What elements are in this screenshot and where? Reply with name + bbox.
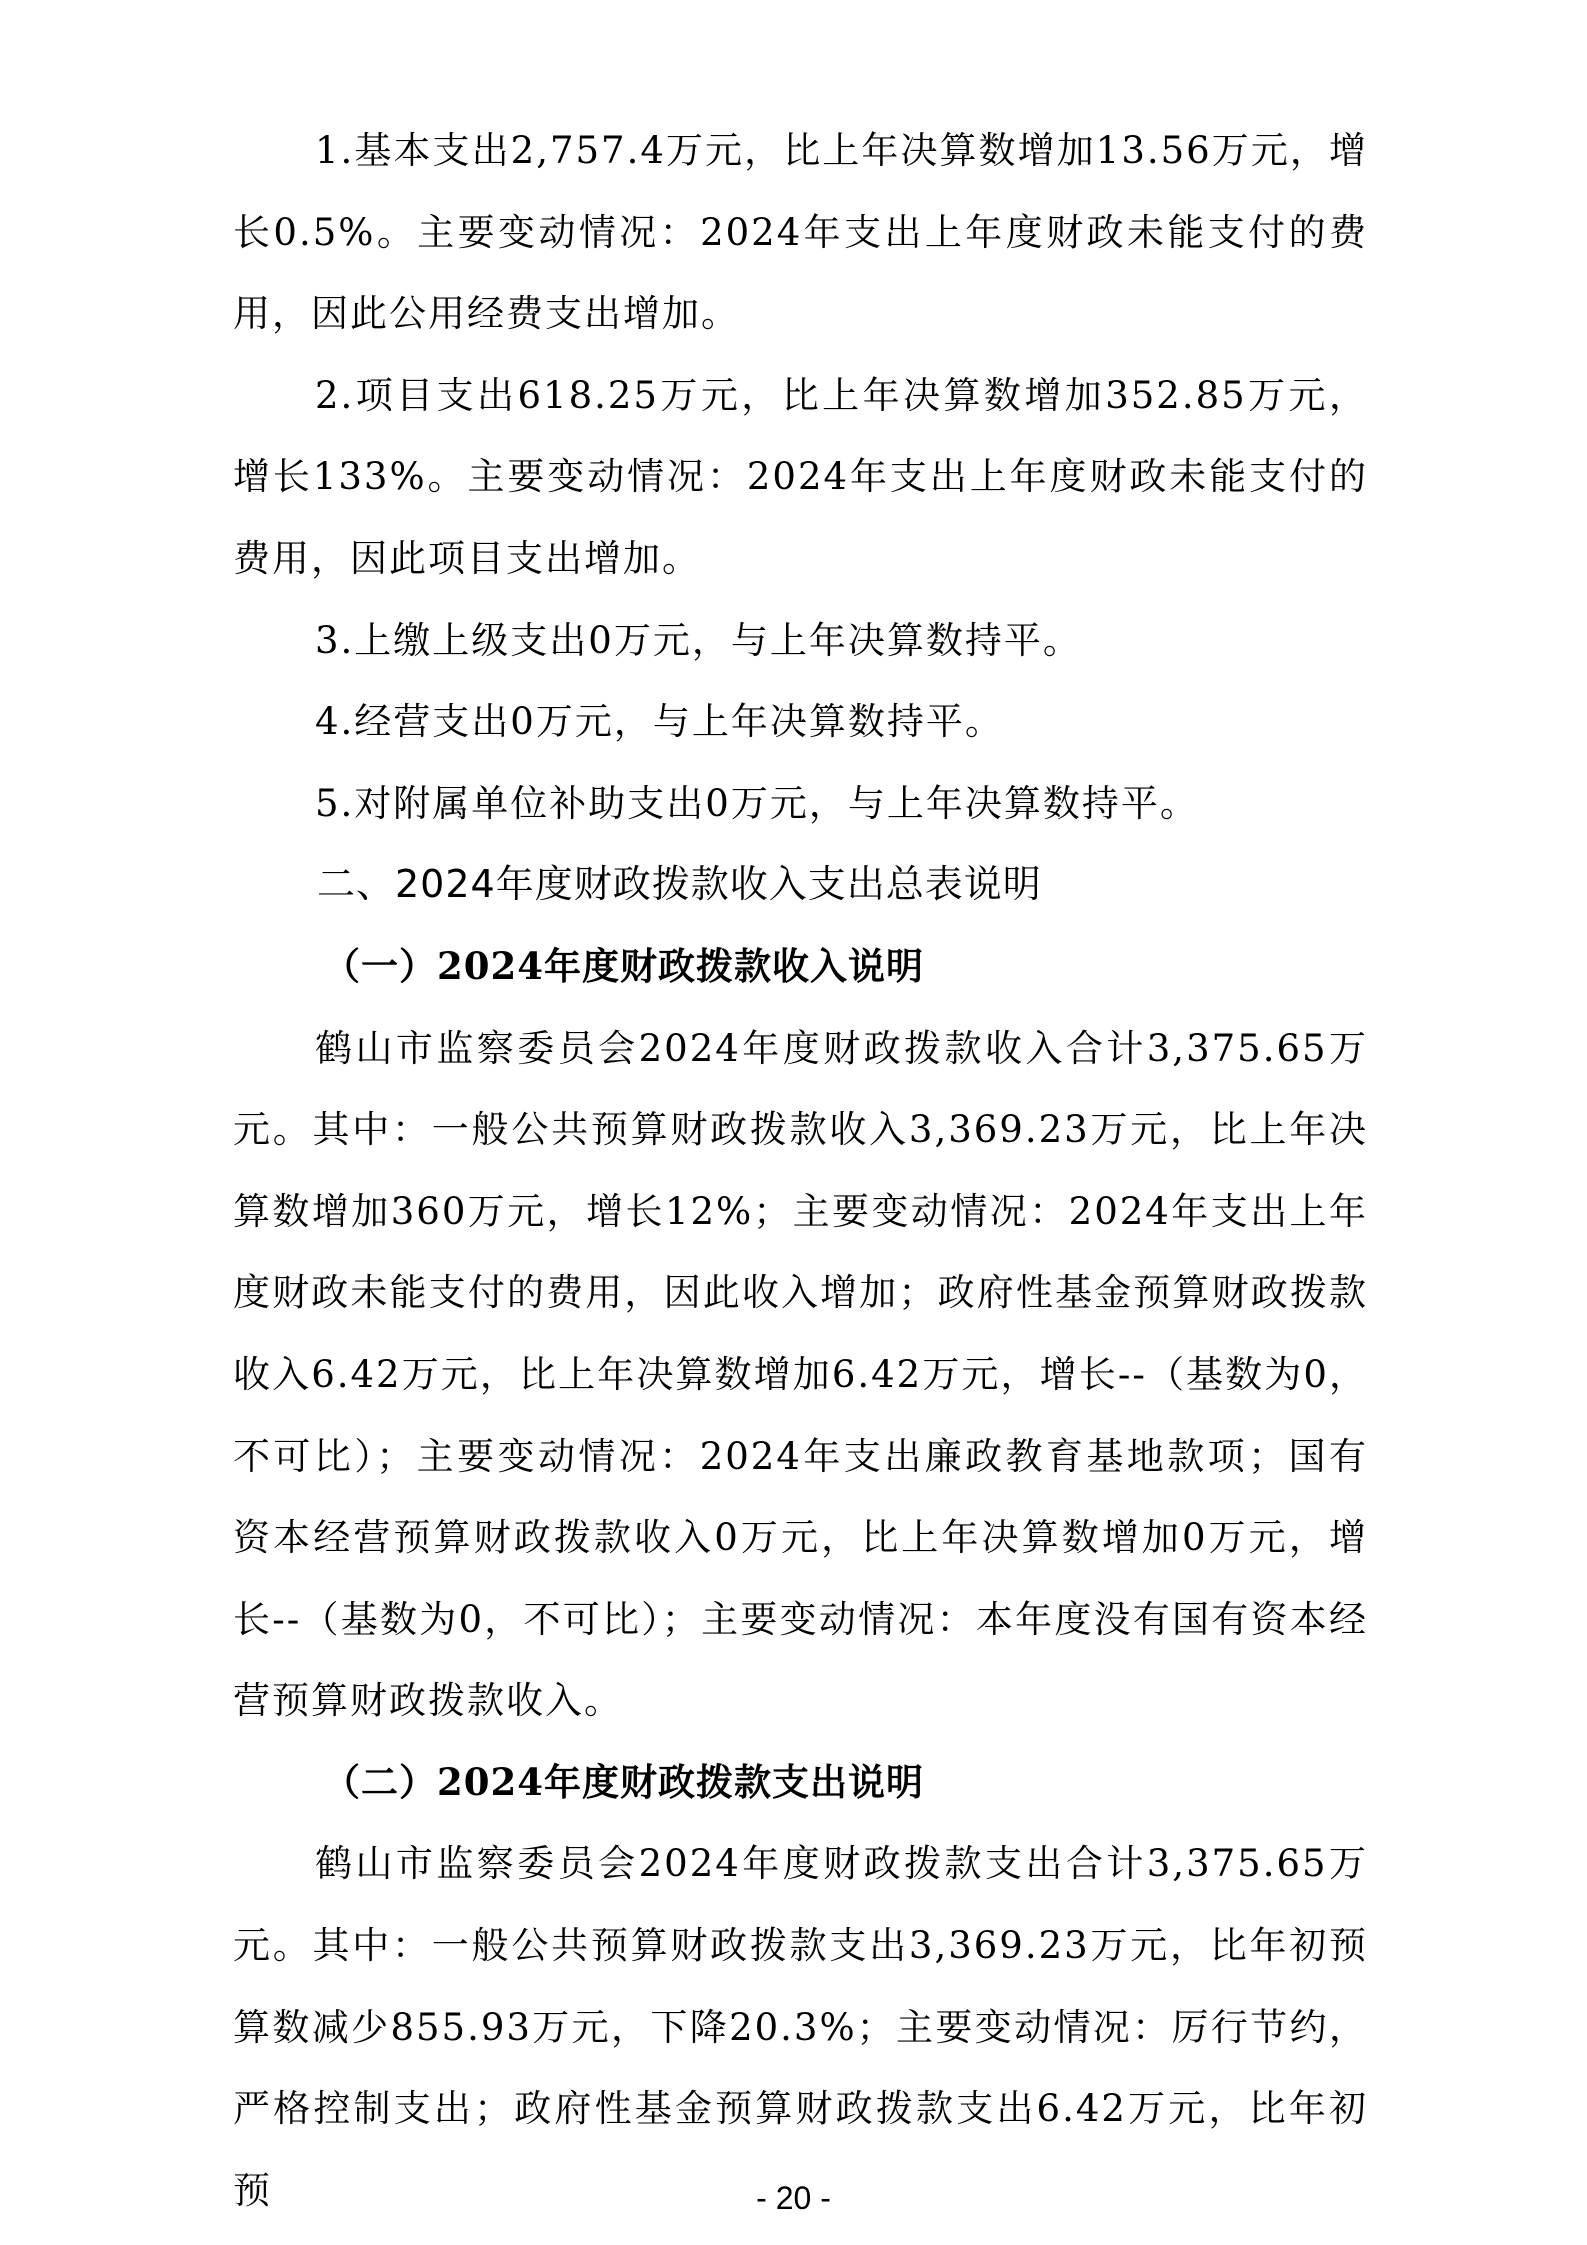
- subsection-heading-fiscal-expenditure: （二）2024年度财政拨款支出说明: [323, 1759, 924, 1804]
- paragraph-basic-expenditure: 1.基本支出2,757.4万元，比上年决算数增加13.56万元，增长0.5%。主要变动情况：2024年支出上年度财政未能支付的费用，因此公用经费支出增加。: [233, 129, 1368, 336]
- paragraph-project-expenditure: 2.项目支出618.25万元，比上年决算数增加352.85万元，增长133%。主要变动情况：2024年支出上年度财政未能支付的费用，因此项目支出增加。: [233, 373, 1368, 580]
- paragraph-fiscal-expenditure: 鹤山市监察委员会2024年度财政拨款支出合计3,375.65万元。其中：一般公共预算财政拨款支出3,369.23万元，比年初预算数减少855.93万元，下降20.3%；主要变动情况：厉行节约，严格控制支出；政府性基金预算财政拨款支出6.42万元，比年初预: [233, 1842, 1368, 2212]
- document-body: [233, 110, 1368, 2231]
- section-heading-fiscal-summary: 二、2024年度财政拨款收入支出总表说明: [317, 862, 1042, 907]
- paragraph-subsidiary-subsidy: 5.对附属单位补助支出0万元，与上年决算数持平。: [315, 781, 1199, 825]
- paragraph-fiscal-income: 鹤山市监察委员会2024年度财政拨款收入合计3,375.65万元。其中：一般公共预算财政拨款收入3,369.23万元，比上年决算数增加360万元，增长12%；主要变动情况：2024年支出上年度财政未能支付的费用，因此收入增加；政府性基金预算财政拨款收入6.42万元，比上年决算数增加6.42万元，增长--（基数为0，不可比）；主要变动情况：2024年支出廉政教育基地款项；国有资本经营预算财政拨款收入0万元，比上年决算数增加0万元，增长--（基数为0，不可比）；主要变动情况：本年度没有国有资本经营预算财政拨款收入。: [233, 1026, 1368, 1723]
- paragraph-operating-expenditure: 4.经营支出0万元，与上年决算数持平。: [315, 700, 1004, 744]
- subsection-heading-fiscal-income: （一）2024年度财政拨款收入说明: [323, 943, 924, 988]
- paragraph-superior-payment: 3.上缴上级支出0万元，与上年决算数持平。: [315, 618, 1082, 662]
- page-number: - 20 -: [756, 2180, 831, 2216]
